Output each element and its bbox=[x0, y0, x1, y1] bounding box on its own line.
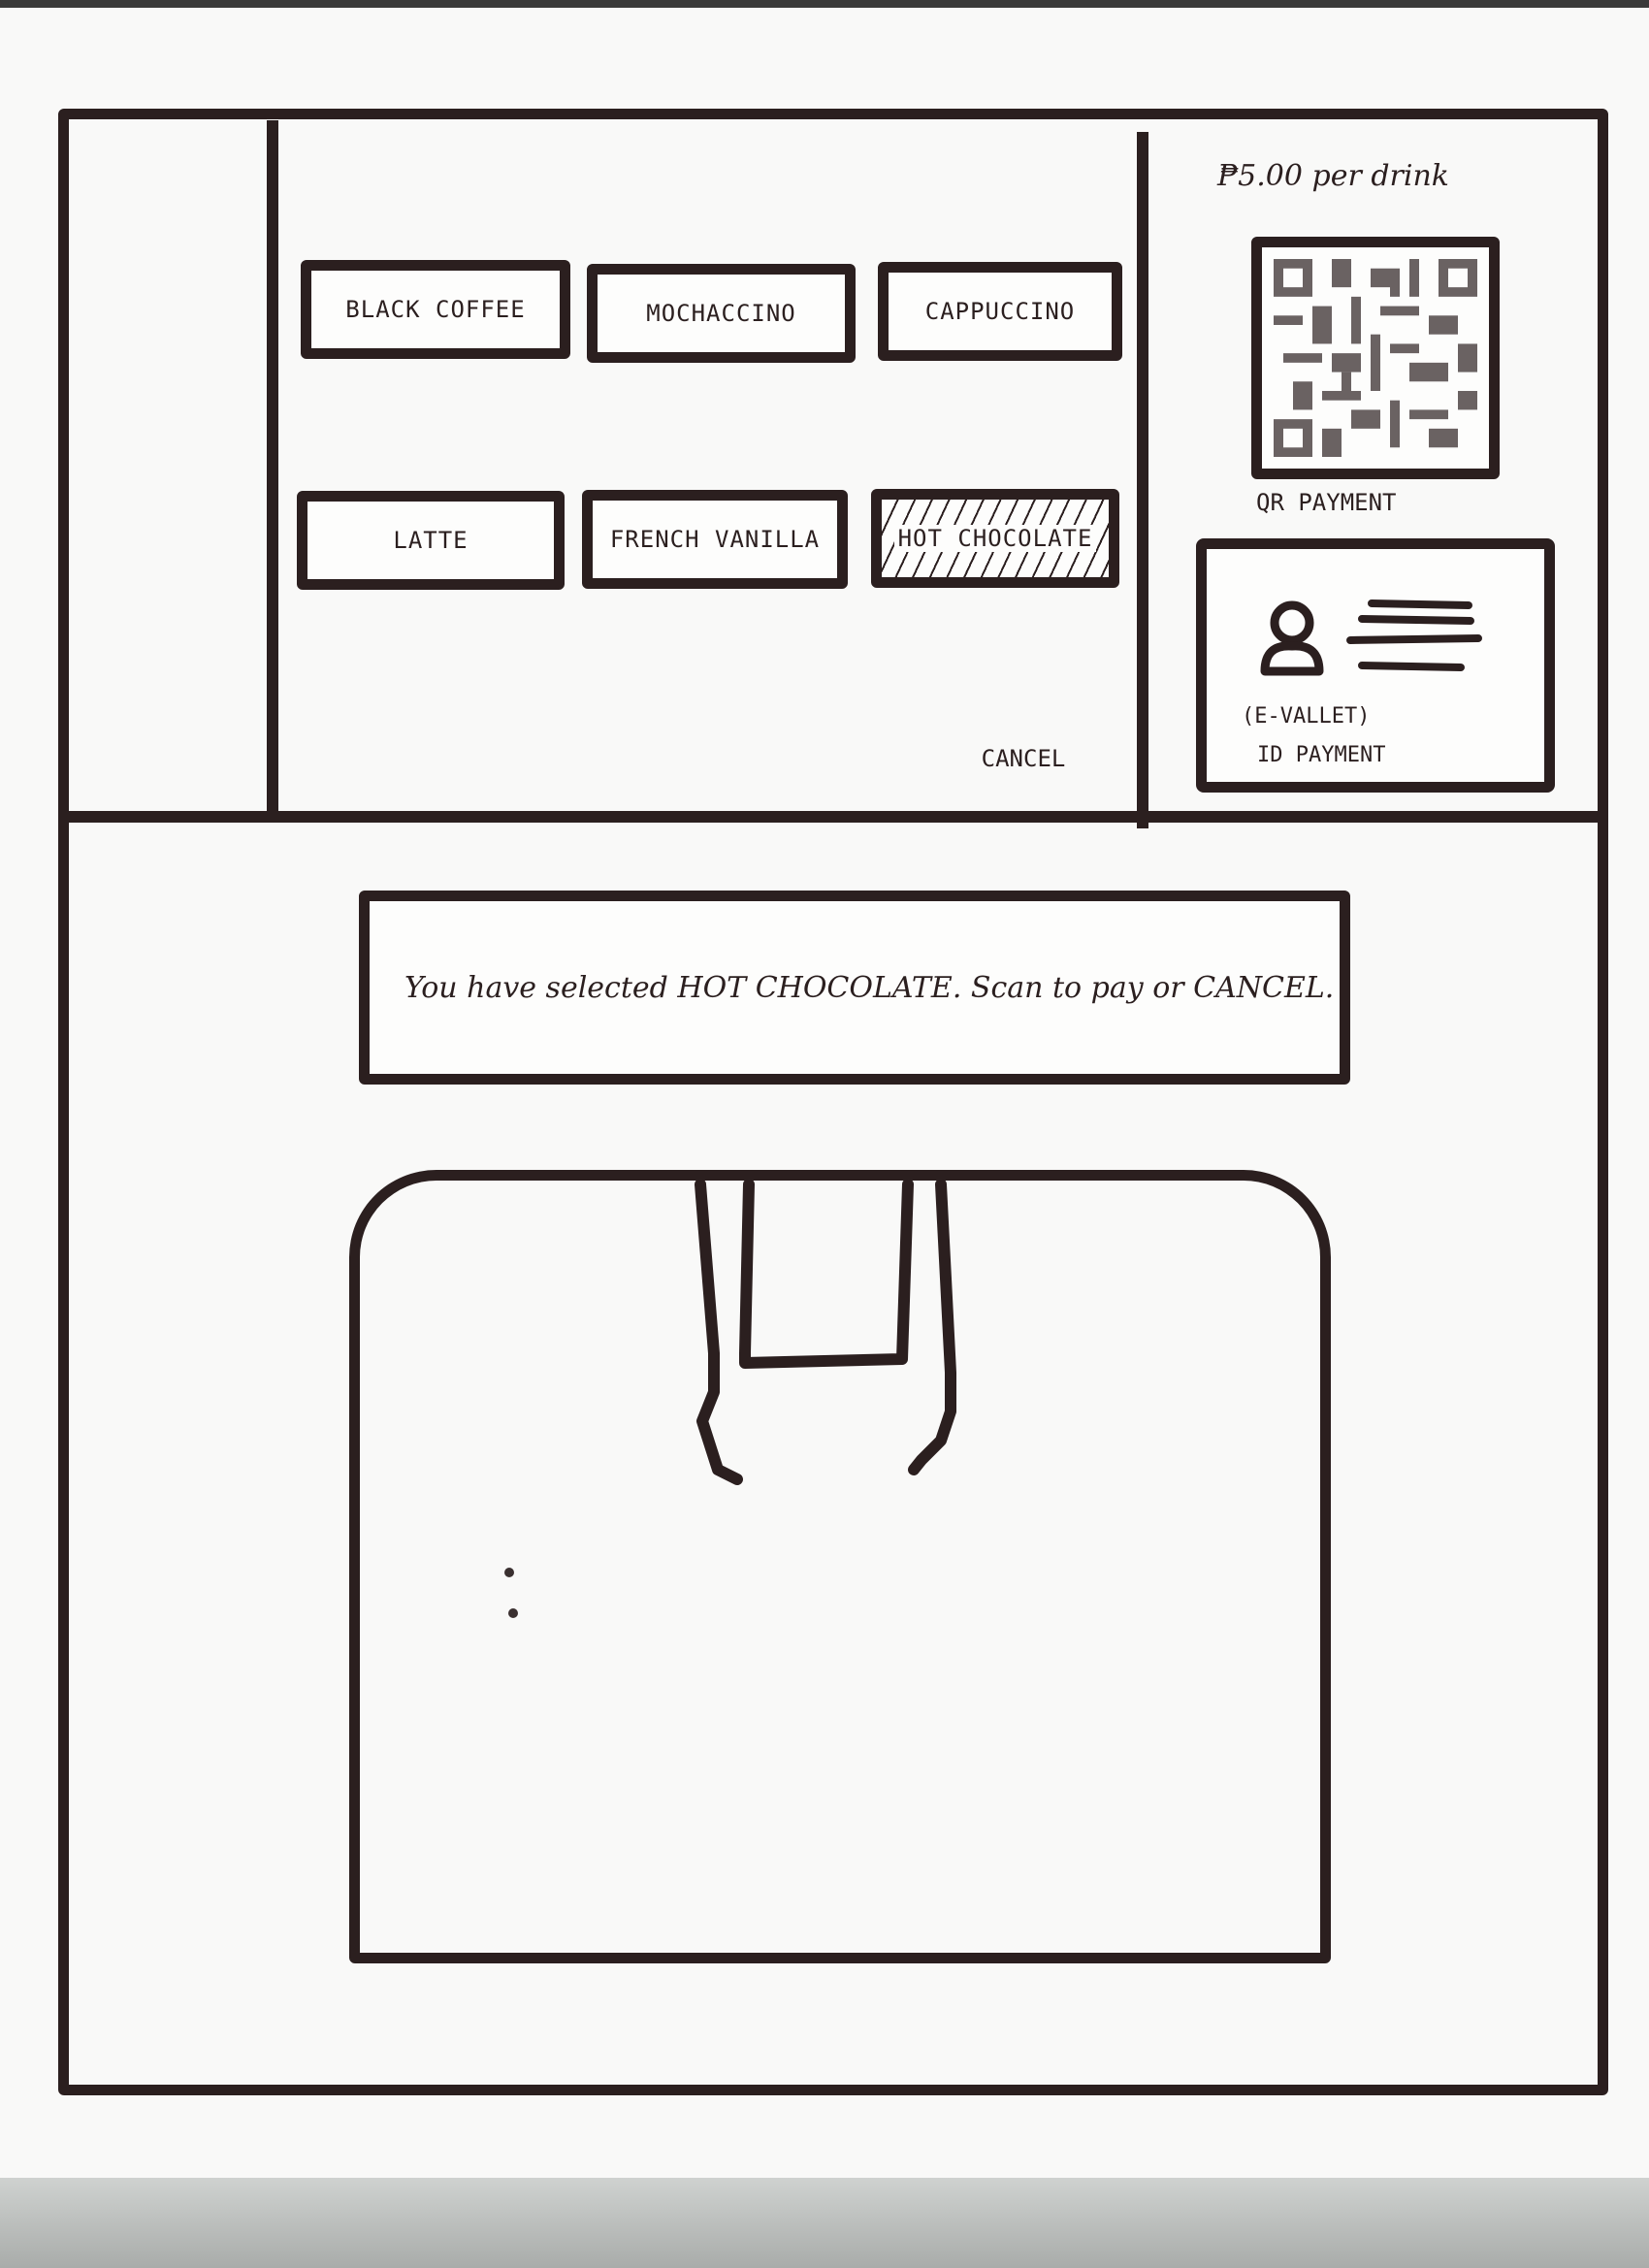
paper-speck bbox=[504, 1568, 514, 1577]
drink-button-black-coffee[interactable] bbox=[301, 260, 570, 359]
cancel-button[interactable]: CANCEL bbox=[981, 745, 1066, 772]
qr-payment-label: QR PAYMENT bbox=[1256, 489, 1397, 516]
drink-button-label: CAPPUCCINO bbox=[924, 298, 1076, 325]
scan-edge-bottom bbox=[0, 2178, 1649, 2268]
drink-button-label: HOT CHOCOLATE bbox=[894, 525, 1097, 552]
qr-payment-scanner[interactable] bbox=[1251, 237, 1500, 479]
id-info-lines-icon bbox=[1342, 592, 1488, 689]
payment-panel-divider bbox=[1137, 132, 1148, 828]
drink-button-latte[interactable] bbox=[297, 491, 565, 590]
status-message: You have selected HOT CHOCOLATE. Scan to pay or CANCEL. bbox=[404, 970, 1335, 1005]
id-payment-reader[interactable] bbox=[1196, 538, 1555, 793]
price-label: ₱5.00 per drink bbox=[1217, 159, 1449, 193]
drink-button-label: BLACK COFFEE bbox=[345, 296, 526, 323]
qr-code-icon bbox=[1274, 259, 1477, 457]
drink-button-mochaccino[interactable] bbox=[587, 264, 856, 363]
drink-button-french-vanilla[interactable] bbox=[582, 490, 848, 589]
left-panel-divider bbox=[267, 120, 278, 815]
scan-edge-top bbox=[0, 0, 1649, 8]
dispenser-nozzle-icon bbox=[660, 1179, 970, 1499]
paper-speck bbox=[508, 1608, 518, 1618]
drink-button-cappuccino[interactable] bbox=[878, 262, 1122, 361]
drink-button-label: FRENCH VANILLA bbox=[609, 526, 821, 553]
status-message-box bbox=[359, 891, 1350, 1085]
drink-button-label: LATTE bbox=[393, 527, 469, 554]
drink-button-label: MOCHACCINO bbox=[646, 300, 796, 327]
person-icon bbox=[1253, 596, 1331, 683]
evallet-label: (E-VALLET) bbox=[1242, 704, 1371, 729]
screen-bottom-divider bbox=[68, 811, 1599, 823]
drink-button-hot-chocolate[interactable] bbox=[871, 489, 1119, 588]
id-payment-label: ID PAYMENT bbox=[1257, 743, 1386, 767]
